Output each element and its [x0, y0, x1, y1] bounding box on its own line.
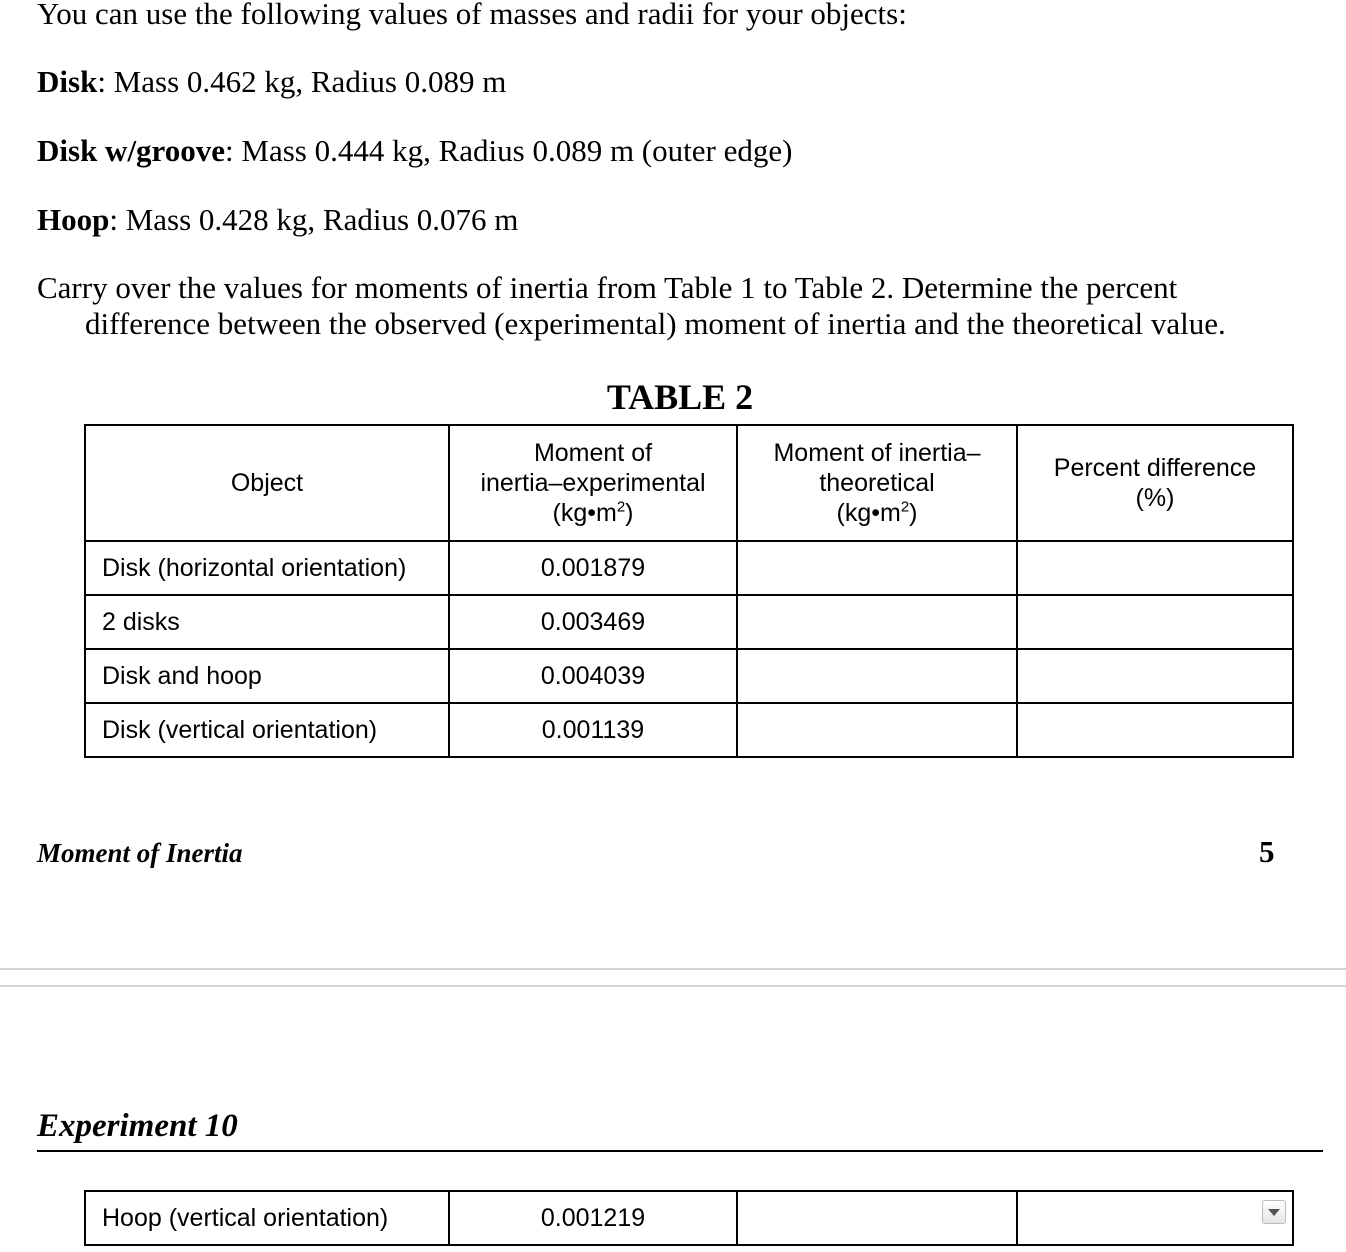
cell-theoretical[interactable]	[737, 1191, 1017, 1245]
hoop-label: Hoop	[37, 202, 110, 237]
cell-theoretical[interactable]	[737, 595, 1017, 649]
hoop-spec	[37, 202, 518, 238]
table-2	[84, 424, 1294, 758]
cell-object: Hoop (vertical orientation)	[85, 1191, 449, 1245]
instruction-line-2: difference between the observed (experimental) moment of inertia and the theoretical value.	[85, 306, 1226, 341]
chevron-down-icon[interactable]	[1262, 1200, 1286, 1224]
header-theoretical: Moment of inertia– theoretical $(kg•m^2)$	[737, 425, 1017, 541]
table-title: TABLE 2	[606, 377, 754, 417]
cell-experimental: 0.001139	[449, 703, 737, 757]
disk-label: Disk	[37, 64, 98, 99]
cell-percent[interactable]	[1017, 1191, 1293, 1245]
table-row	[85, 703, 1293, 757]
intro-text: You can use the following values of masses and radii for your objects:	[37, 0, 907, 31]
cell-percent[interactable]	[1017, 703, 1293, 757]
footer-title: Moment of Inertia	[37, 838, 243, 868]
table-row	[85, 541, 1293, 595]
table-header-row	[85, 425, 1293, 541]
table-row	[85, 1191, 1293, 1245]
table-2-continued	[84, 1190, 1294, 1246]
cell-experimental: 0.004039	[449, 649, 737, 703]
cell-percent[interactable]	[1017, 595, 1293, 649]
table-row	[85, 595, 1293, 649]
next-page-header: Experiment 10	[37, 1108, 238, 1144]
cell-percent[interactable]	[1017, 649, 1293, 703]
disk-groove-label: Disk w/groove	[37, 133, 226, 168]
hoop-desc: : Mass 0.428 kg, Radius 0.076 m	[109, 202, 519, 237]
table-row	[85, 649, 1293, 703]
cell-object: Disk (horizontal orientation)	[85, 541, 449, 595]
disk-groove-spec	[37, 133, 792, 169]
cell-experimental: 0.003469	[449, 595, 737, 649]
disk-desc: : Mass 0.462 kg, Radius 0.089 m	[97, 64, 507, 99]
page-divider	[0, 985, 1346, 987]
cell-experimental: 0.001879	[449, 541, 737, 595]
header-rule	[37, 1150, 1323, 1152]
instruction-line-1: Carry over the values for moments of inertia from Table 1 to Table 2. Determine the percent	[37, 270, 1178, 305]
header-percent: Percent difference (%)	[1017, 425, 1293, 541]
cell-object: Disk (vertical orientation)	[85, 703, 449, 757]
instruction-paragraph	[37, 270, 1297, 342]
cell-percent[interactable]	[1017, 541, 1293, 595]
disk-groove-desc: : Mass 0.444 kg, Radius 0.089 m (outer edge)	[225, 133, 793, 168]
cell-theoretical[interactable]	[737, 649, 1017, 703]
cell-theoretical[interactable]	[737, 703, 1017, 757]
cell-object: 2 disks	[85, 595, 449, 649]
cell-object: Disk and hoop	[85, 649, 449, 703]
header-object: Object	[85, 425, 449, 541]
page-divider	[0, 968, 1346, 970]
disk-spec	[37, 64, 506, 100]
cell-theoretical[interactable]	[737, 541, 1017, 595]
page-number: 5	[1259, 834, 1275, 869]
header-experimental: Moment of inertia–experimental $(kg•m^2)$	[449, 425, 737, 541]
cell-experimental: 0.001219	[449, 1191, 737, 1245]
